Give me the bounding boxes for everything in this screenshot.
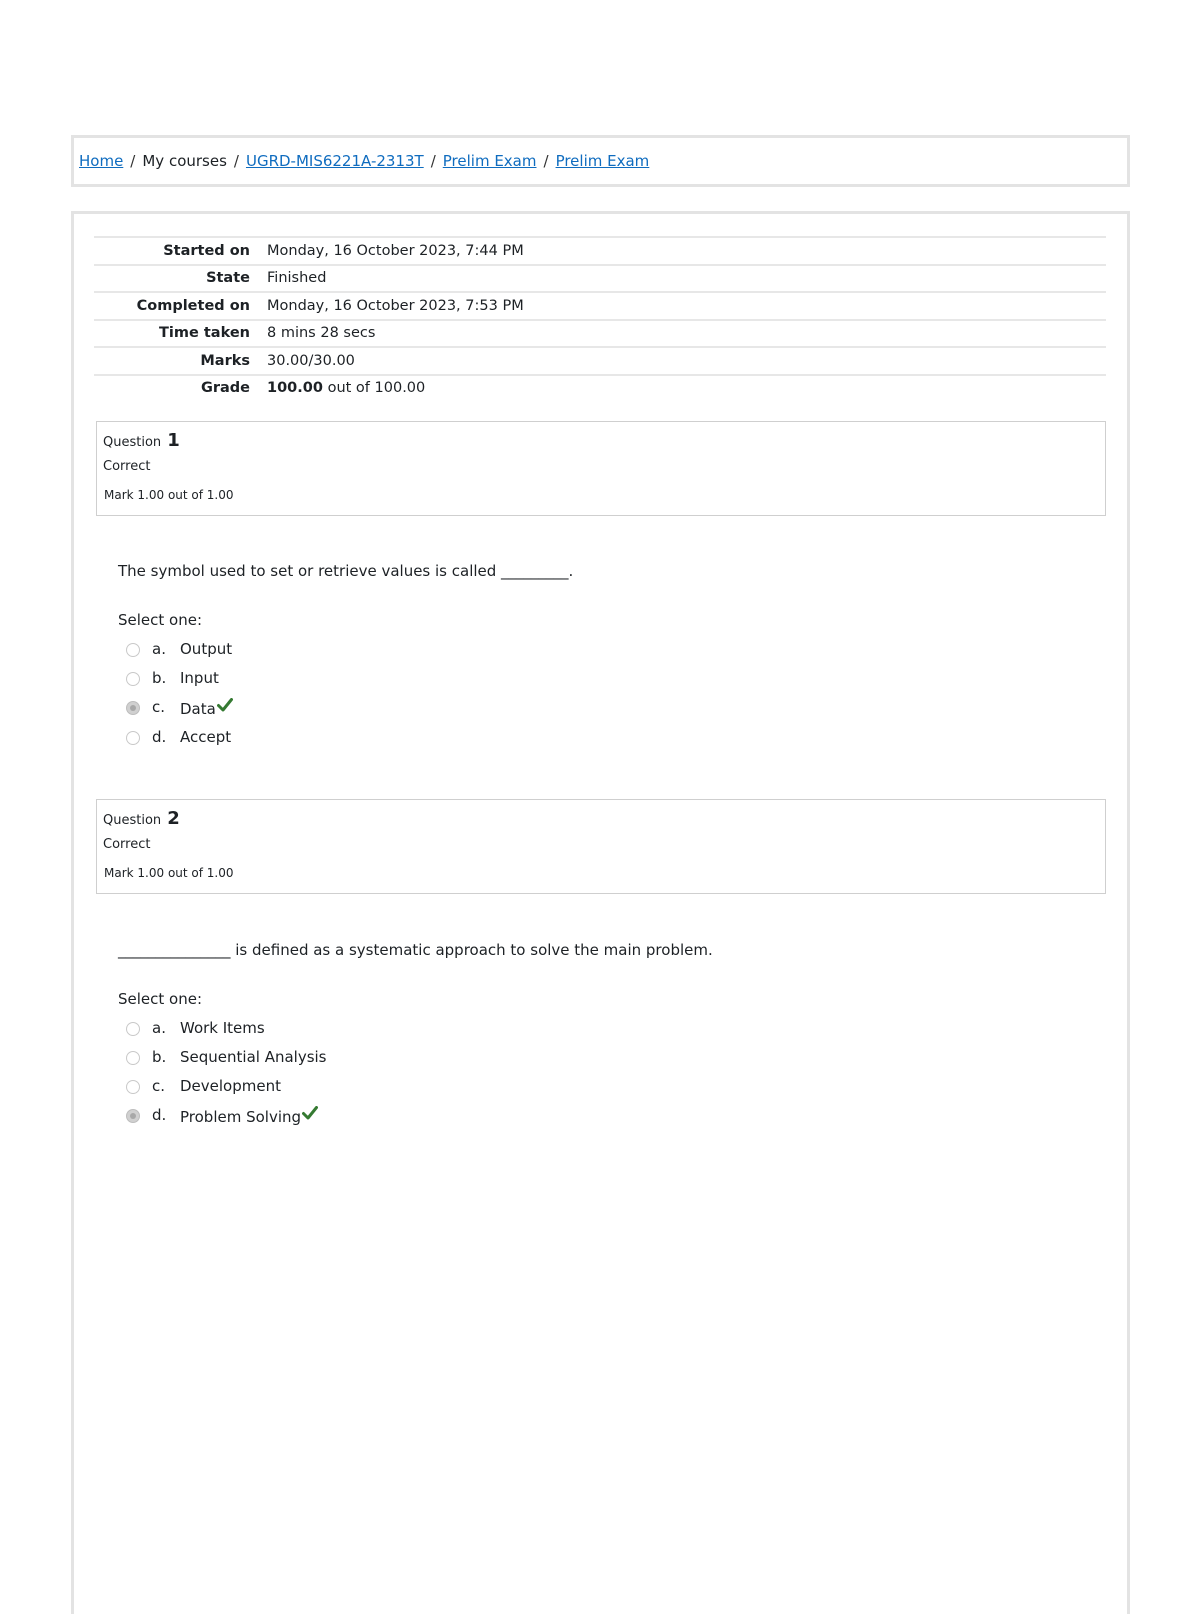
breadcrumb-bar — [71, 135, 1130, 187]
answer-letter: c. — [152, 1077, 166, 1095]
question-info-box — [96, 799, 1106, 894]
answer-text: Accept — [180, 728, 232, 746]
started-on-value: Monday, 16 October 2023, 7:44 PM — [267, 237, 1106, 265]
state-label: State — [94, 265, 267, 293]
quiz-review-panel — [71, 211, 1130, 1614]
answer-text-wrapper — [180, 1106, 318, 1126]
question-text: The symbol used to set or retrieve values is called _________. — [118, 562, 574, 580]
summary-row — [94, 265, 1106, 293]
breadcrumb-separator: / — [543, 152, 549, 170]
answer-radio-selected[interactable] — [126, 1109, 140, 1123]
breadcrumb-course-link[interactable]: UGRD-MIS6221A-2313T — [245, 152, 424, 170]
answer-radio[interactable] — [126, 731, 140, 745]
answer-letter: b. — [152, 669, 167, 687]
summary-row — [94, 320, 1106, 348]
check-icon — [217, 698, 233, 712]
answer-text: Development — [180, 1077, 281, 1095]
breadcrumb-my-courses: My courses — [142, 152, 227, 170]
question-state: Correct — [103, 837, 151, 852]
breadcrumb-quiz-link[interactable]: Prelim Exam — [555, 152, 650, 170]
time-taken-label: Time taken — [94, 320, 267, 348]
select-one-prompt: Select one: — [118, 990, 203, 1008]
grade-score: 100.00 — [267, 380, 323, 397]
question-number — [103, 808, 180, 829]
summary-row — [94, 347, 1106, 375]
question-mark: Mark 1.00 out of 1.00 — [104, 488, 234, 502]
answer-radio[interactable] — [126, 1051, 140, 1065]
grade-out-of: out of 100.00 — [327, 380, 426, 397]
question-info-box — [96, 421, 1106, 516]
time-taken-value: 8 mins 28 secs — [267, 320, 1106, 348]
breadcrumb-separator: / — [430, 152, 436, 170]
completed-on-label: Completed on — [94, 292, 267, 320]
answer-radio[interactable] — [126, 1080, 140, 1094]
answer-radio-selected[interactable] — [126, 701, 140, 715]
grade-value — [267, 375, 1106, 402]
breadcrumb-home-link[interactable]: Home — [79, 152, 124, 170]
question-number-value: 2 — [167, 808, 180, 829]
summary-row — [94, 292, 1106, 320]
answer-radio[interactable] — [126, 1022, 140, 1036]
breadcrumb-section-link[interactable]: Prelim Exam — [442, 152, 537, 170]
marks-label: Marks — [94, 347, 267, 375]
answer-radio[interactable] — [126, 643, 140, 657]
question-text: _______________ is defined as a systematic approach to solve the main problem. — [118, 941, 713, 959]
grade-label: Grade — [94, 375, 267, 402]
completed-on-value: Monday, 16 October 2023, 7:53 PM — [267, 292, 1106, 320]
answer-letter: d. — [152, 728, 167, 746]
started-on-label: Started on — [94, 237, 267, 265]
breadcrumb — [79, 152, 649, 170]
answer-letter: d. — [152, 1106, 167, 1124]
answer-text: Output — [180, 640, 233, 658]
attempt-summary-table — [94, 236, 1106, 401]
question-number-value: 1 — [167, 430, 180, 451]
question-prefix: Question — [103, 813, 162, 828]
answer-letter: a. — [152, 1019, 166, 1037]
question-prefix: Question — [103, 435, 162, 450]
breadcrumb-separator: / — [130, 152, 136, 170]
select-one-prompt: Select one: — [118, 611, 203, 629]
answer-letter: b. — [152, 1048, 167, 1066]
answer-text: Sequential Analysis — [180, 1048, 327, 1066]
answer-letter: a. — [152, 640, 166, 658]
answer-text: Problem Solving — [180, 1108, 302, 1126]
question-number — [103, 430, 180, 451]
answer-text: Data — [180, 700, 216, 718]
answer-text: Input — [180, 669, 219, 687]
summary-row — [94, 237, 1106, 265]
breadcrumb-separator: / — [233, 152, 239, 170]
answer-text-wrapper — [180, 698, 233, 718]
answer-text: Work Items — [180, 1019, 265, 1037]
check-icon — [302, 1106, 318, 1120]
answer-radio[interactable] — [126, 672, 140, 686]
state-value: Finished — [267, 265, 1106, 293]
summary-row — [94, 375, 1106, 402]
question-mark: Mark 1.00 out of 1.00 — [104, 866, 234, 880]
question-state: Correct — [103, 459, 151, 474]
answer-letter: c. — [152, 698, 166, 716]
marks-value: 30.00/30.00 — [267, 347, 1106, 375]
